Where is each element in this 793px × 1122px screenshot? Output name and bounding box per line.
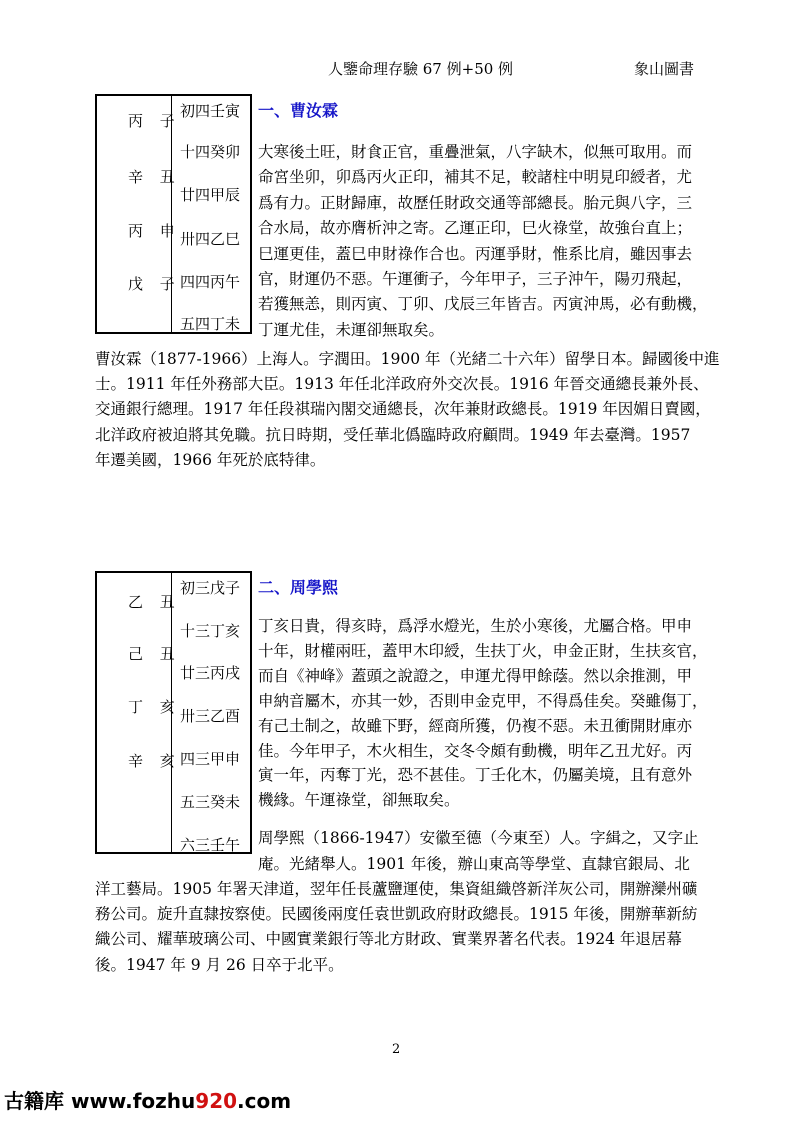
case-heading: 一、曹汝霖 — [258, 101, 339, 120]
birth-chart-zhou-xuexi — [95, 571, 252, 854]
year-pillar: 丙 子 — [128, 112, 181, 130]
text-line: 寅一年，丙奪丁光，恐不甚佳。丁壬化木，仍屬美境，且有意外 — [258, 766, 693, 785]
luck-pillar: 五四丁未 — [180, 315, 241, 333]
text-line: 合水局，故亦膺析沖之寄。乙運正印，巳火祿堂，故強台直上； — [258, 219, 693, 238]
document-title: 人鑒命理存驗 67 例+50 例 — [328, 60, 514, 78]
text-line: 丁亥日貴，得亥時，爲浮水燈光，生於小寒後，尤屬合格。甲申 — [258, 617, 693, 635]
text-line: 而自《神峰》蓋頭之說證之，申運尤得甲餘蔭。然以余推測，甲 — [258, 666, 693, 685]
luck-pillar: 卅三乙酉 — [180, 707, 241, 725]
text-line: 巳運更佳，蓋巳申財祿作合也。丙運爭財，惟系比肩，雖因事去 — [258, 244, 693, 263]
text-line: 機緣。午運祿堂，卻無取矣。 — [258, 791, 460, 810]
text-line: 交通銀行總理。1917 年任段祺瑞內閣交通總長，次年兼財政總長。1919 年因媚日賣國， — [95, 400, 711, 419]
month-pillar: 辛 丑 — [128, 168, 181, 186]
watermark-url-prefix: www.fozhu — [70, 1089, 196, 1113]
case-biography — [95, 347, 720, 473]
luck-pillar: 四三甲申 — [180, 750, 241, 768]
watermark-url-number: 920 — [195, 1089, 238, 1113]
text-line: 曹汝霖（1877-1966）上海人。字潤田。1900 年（光緒二十六年）留學日本。歸國後中進 — [95, 350, 720, 368]
luck-pillar: 廿三丙戌 — [180, 664, 241, 682]
luck-pillar: 初三戊子 — [180, 579, 241, 597]
text-line: 佳。今年甲子，木火相生，交冬令頗有動機，明年乙丑尤好。丙 — [258, 741, 693, 760]
publisher-name: 象山圖書 — [634, 60, 695, 78]
luck-pillar: 十三丁亥 — [180, 622, 241, 640]
case-analysis — [258, 140, 708, 343]
case-biography-head — [258, 826, 699, 877]
text-line: 官，財運仍不惡。午運衝子，今年甲子，三子沖午，陽刃飛起， — [258, 270, 693, 289]
luck-pillar: 初四壬寅 — [180, 102, 241, 120]
page-number: 2 — [392, 1042, 401, 1057]
text-line: 務公司。旋升直隸按察使。民國後兩度任袁世凱政府財政總長。1915 年後，開辦華新紡 — [95, 905, 698, 924]
text-line: 庵。光緒舉人。1901 年後，辦山東高等學堂、直隸官銀局、北 — [258, 854, 690, 873]
case-heading: 二、周學熙 — [258, 578, 339, 597]
text-line: 十年，財權兩旺，蓋甲木印綬，生扶丁火，申金正財，生扶亥官， — [258, 641, 708, 660]
birth-chart-cao-rulin — [95, 94, 252, 334]
case-analysis — [258, 614, 708, 813]
luck-pillar: 十四癸卯 — [180, 143, 241, 161]
text-line: 士。1911 年任外務部大臣。1913 年任北洋政府外交次長。1916 年晉交通總長兼外長、 — [95, 375, 709, 394]
text-line: 周學熙（1866-1947）安徽至德（今東至）人。字緝之，又字止 — [258, 829, 699, 847]
text-line: 北洋政府被迫將其免職。抗日時期，受任華北僞臨時政府顧問。1949 年去臺灣。1957 — [95, 425, 691, 444]
text-line: 有己土制之，故雖下野，經商所獲，仍複不惡。未丑衝開財庫亦 — [258, 716, 693, 735]
text-line: 織公司、耀華玻璃公司、中國實業銀行等北方財政、實業界著名代表。1924 年退居幕 — [95, 930, 682, 949]
hour-pillar: 戊 子 — [128, 275, 181, 293]
year-pillar: 乙 丑 — [128, 593, 181, 611]
luck-pillar: 六三壬午 — [180, 836, 241, 854]
hour-pillar: 辛 亥 — [128, 752, 181, 770]
text-line: 後。1947 年 9 月 26 日卒于北平。 — [95, 955, 344, 974]
luck-pillar: 卅四乙巳 — [180, 230, 241, 248]
luck-pillar: 五三癸未 — [180, 793, 241, 811]
watermark-url-suffix: .com — [237, 1089, 292, 1113]
day-pillar: 丙 申 — [128, 222, 181, 240]
case-biography — [95, 877, 697, 978]
chart-divider — [171, 96, 172, 332]
day-pillar: 丁 亥 — [128, 698, 181, 716]
text-line: 若獲無恙，則丙寅、丁卯、戊辰三年皆吉。丙寅沖馬，必有動機， — [258, 295, 708, 314]
text-line: 洋工藝局。1905 年署天津道，翌年任長蘆鹽運使，集資組織啓新洋灰公司，開辦灤州礦 — [95, 880, 698, 898]
text-line: 爲有力。正財歸庫，故歷任財政交通等部總長。胎元與八字，三 — [258, 193, 693, 212]
text-line: 申納音屬木，亦其一妙，否則申金克甲，不得爲佳矣。癸雖傷丁， — [258, 691, 708, 710]
month-pillar: 己 丑 — [128, 645, 181, 663]
text-line: 大寒後土旺，財食正官，重疊泄氣，八字缺木，似無可取用。而 — [258, 143, 693, 161]
text-line: 丁運尤佳，未運卻無取矣。 — [258, 320, 445, 339]
watermark-brand: 古籍库 — [4, 1089, 64, 1113]
luck-pillar: 四四丙午 — [180, 273, 241, 291]
text-line: 命宮坐卯，卯爲丙火正印，補其不足，較諸柱中明見印綬者，尤 — [258, 168, 693, 187]
text-line: 年遷美國，1966 年死於底特律。 — [95, 450, 326, 469]
luck-pillar: 廿四甲辰 — [180, 186, 241, 204]
watermark — [4, 1085, 291, 1114]
